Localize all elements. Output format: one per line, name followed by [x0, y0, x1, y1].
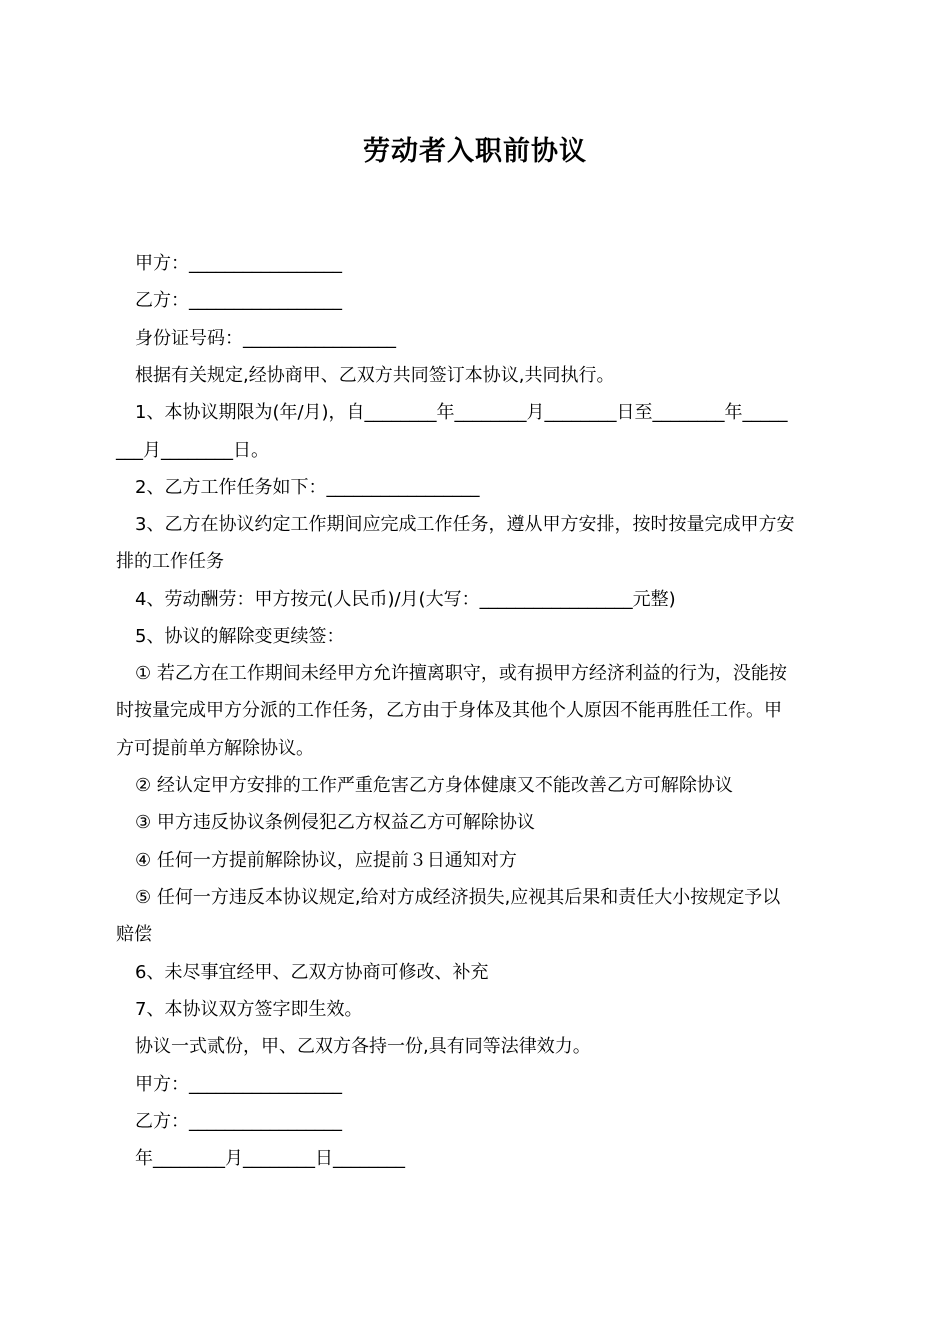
- party-b-line: 乙方：_________________: [135, 290, 342, 311]
- clause-7-line: 7、本协议双方签字即生效。: [135, 999, 363, 1020]
- clause-5-item-1-line-2: 时按量完成甲方分派的工作任务，乙方由于身体及其他个人原因不能再胜任工作。甲: [116, 700, 782, 721]
- preamble-line: 根据有关规定,经协商甲、乙双方共同签订本协议,共同执行。: [135, 365, 615, 386]
- signature-date: 年________月________日________: [135, 1148, 405, 1169]
- clause-1-line-2: ___月________日。: [116, 440, 269, 461]
- id-number-line: 身份证号码：_________________: [135, 328, 396, 349]
- signature-party-b: 乙方：_________________: [135, 1111, 342, 1132]
- clause-5-item-3: ③ 甲方违反协议条例侵犯乙方权益乙方可解除协议: [135, 812, 535, 833]
- clause-3-line-2: 排的工作任务: [116, 551, 224, 572]
- clause-6-line: 6、未尽事宜经甲、乙双方协商可修改、补充: [135, 962, 489, 983]
- party-a-line: 甲方：_________________: [135, 253, 342, 274]
- clause-1-line-1: 1、本协议期限为(年/月)，自________年________月________日至________年_____: [135, 402, 788, 423]
- clause-5-heading: 5、协议的解除变更续签：: [135, 626, 345, 647]
- document-title: 劳动者入职前协议: [363, 136, 587, 167]
- clause-5-item-5-line-2: 赔偿: [116, 924, 152, 945]
- signature-party-a: 甲方：_________________: [135, 1074, 342, 1095]
- clause-5-item-1-line-3: 方可提前单方解除协议。: [116, 738, 314, 759]
- copies-line: 协议一式贰份，甲、乙双方各持一份,具有同等法律效力。: [135, 1036, 591, 1057]
- clause-5-item-2: ② 经认定甲方安排的工作严重危害乙方身体健康又不能改善乙方可解除协议: [135, 775, 733, 796]
- clause-5-item-4: ④ 任何一方提前解除协议，应提前３日通知对方: [135, 850, 517, 871]
- clause-5-item-1-line-1: ① 若乙方在工作期间未经甲方允许擅离职守，或有损甲方经济利益的行为，没能按: [135, 663, 787, 684]
- clause-5-item-5-line-1: ⑤ 任何一方违反本协议规定,给对方成经济损失,应视其后果和责任大小按规定予以: [135, 887, 781, 908]
- clause-4-line: 4、劳动酬劳：甲方按元(人民币)/月(大写：_________________元整): [135, 589, 676, 610]
- clause-2-line: 2、乙方工作任务如下：_________________: [135, 477, 480, 498]
- clause-3-line-1: 3、乙方在协议约定工作期间应完成工作任务，遵从甲方安排，按时按量完成甲方安: [135, 514, 795, 535]
